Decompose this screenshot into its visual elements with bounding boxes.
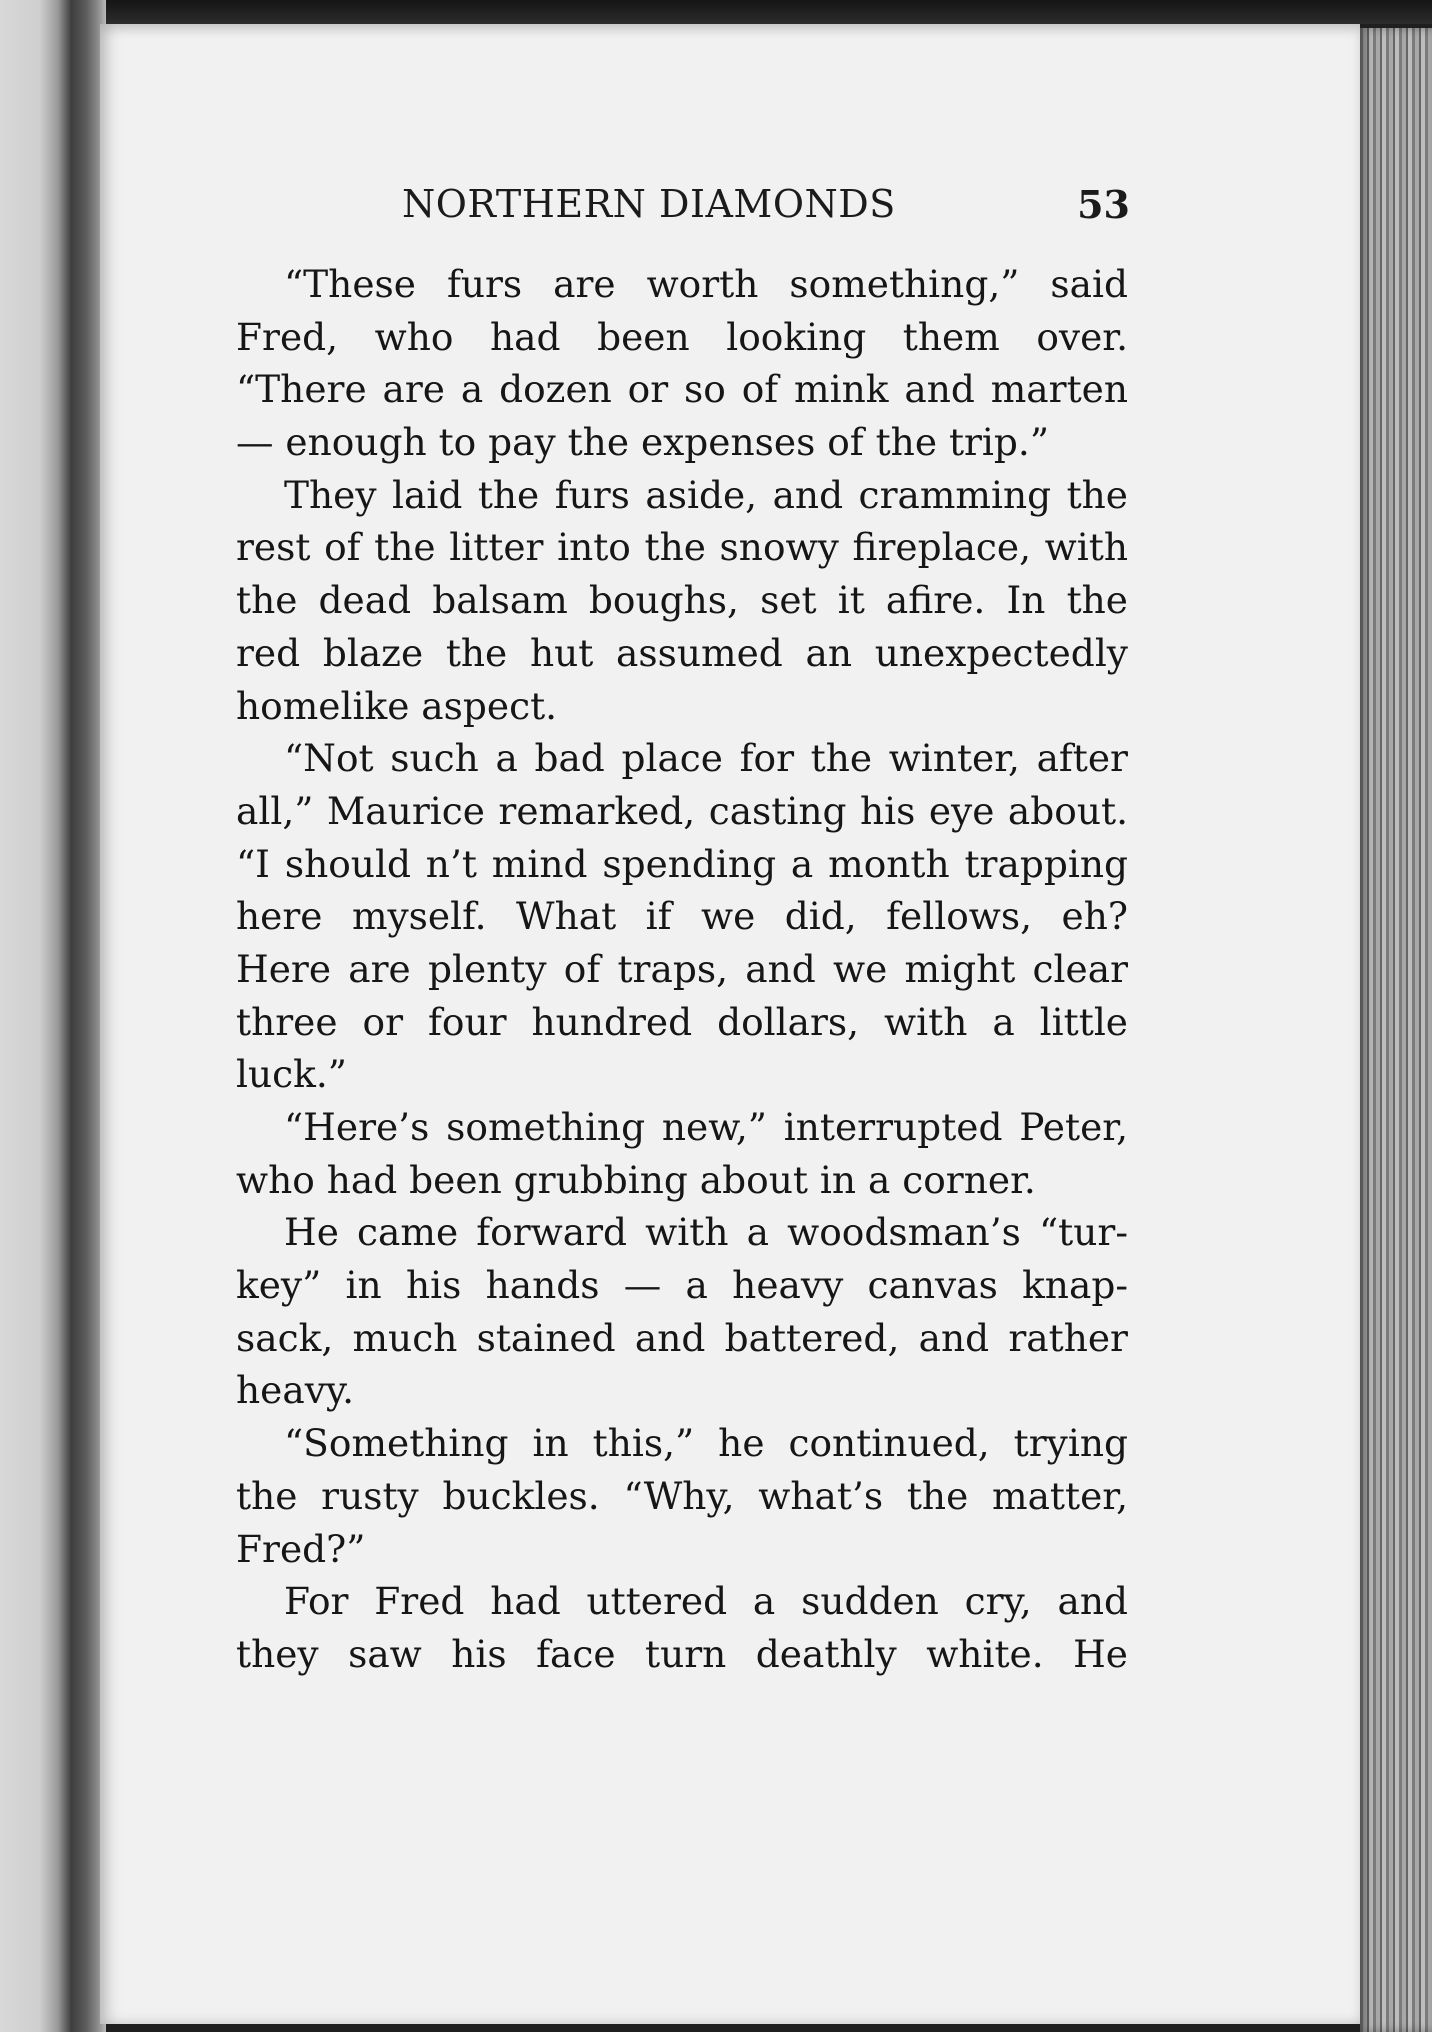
- text-line: sack, much stained and battered, and rather: [236, 1315, 1128, 1360]
- page-number: 53: [1077, 182, 1130, 227]
- text-line: rest of the litter into the snowy fireplace, with: [236, 525, 1128, 570]
- text-line: — enough to pay the expenses of the trip.”: [236, 420, 1050, 465]
- text-line: key” in his hands — a heavy canvas knap-: [236, 1263, 1128, 1308]
- text-line: “Not such a bad place for the winter, after: [284, 736, 1128, 781]
- text-line: “Something in this,” he continued, trying: [284, 1421, 1128, 1466]
- text-line: Fred, who had been looking them over.: [236, 314, 1128, 359]
- text-line: homelike aspect.: [236, 683, 558, 728]
- text-line: red blaze the hut assumed an unexpectedly: [236, 630, 1128, 675]
- running-title: NORTHERN DIAMONDS: [402, 182, 896, 226]
- text-line: Here are plenty of traps, and we might clear: [236, 946, 1128, 991]
- text-line: Fred?”: [236, 1526, 366, 1571]
- text-line: They laid the furs aside, and cramming the: [284, 472, 1128, 517]
- text-line: He came forward with a woodsman’s “tur-: [284, 1210, 1128, 1255]
- text-line: “These furs are worth something,” said: [284, 262, 1128, 306]
- text-line: they saw his face turn deathly white. He: [236, 1631, 1128, 1676]
- text-line: here myself. What if we did, fellows, eh?: [236, 894, 1128, 939]
- scanner-top-edge: [0, 0, 1432, 24]
- text-line: three or four hundred dollars, with a little: [236, 999, 1128, 1044]
- text-line: the rusty buckles. “Why, what’s the matter,: [236, 1473, 1128, 1518]
- text-line: “Here’s something new,” interrupted Peter,: [284, 1105, 1128, 1149]
- text-line: luck.”: [236, 1052, 347, 1097]
- text-line: who had been grubbing about in a corner.: [236, 1157, 1036, 1202]
- text-line: all,” Maurice remarked, casting his eye about.: [236, 788, 1128, 833]
- running-head: [402, 182, 1130, 238]
- text-line: For Fred had uttered a sudden cry, and: [284, 1579, 1128, 1624]
- text-line: “I should n’t mind spending a month trapping: [236, 841, 1128, 886]
- body-text: [236, 258, 1128, 1681]
- text-line: “There are a dozen or so of mink and marten: [236, 367, 1128, 412]
- text-line: heavy.: [236, 1368, 355, 1413]
- text-line: the dead balsam boughs, set it afire. In the: [236, 578, 1128, 623]
- right-page-edges: [1360, 28, 1432, 2032]
- left-page-edge: [0, 0, 72, 2032]
